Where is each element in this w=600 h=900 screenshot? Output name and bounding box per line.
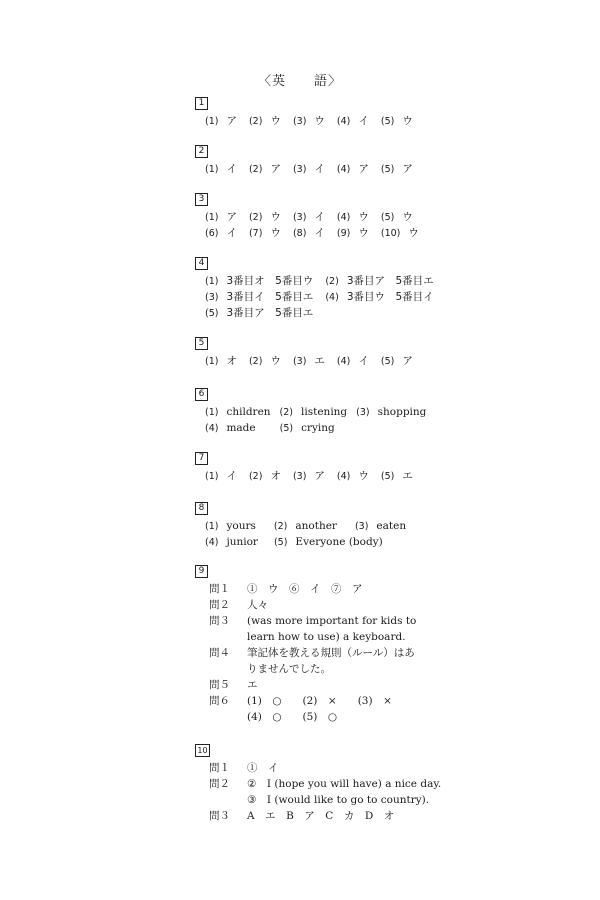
item-label: (2): [325, 276, 339, 287]
item-label: (2): [248, 164, 263, 175]
answer: 3番目ア 5番目エ: [226, 307, 314, 319]
item-label: (3): [356, 407, 370, 418]
question-answer: 人々: [247, 599, 268, 611]
item-label: (5): [273, 537, 288, 548]
item-label: (6): [205, 228, 219, 239]
question-answer-line: (was more important for kids to: [247, 615, 417, 627]
question-answer-line: (4) ○ (5) ○: [247, 711, 338, 723]
answer: ウ: [270, 355, 281, 367]
item-label: (5): [380, 356, 395, 367]
item-label: (1): [205, 521, 219, 532]
question-label: 問３: [209, 810, 230, 822]
item-label: (2): [248, 471, 263, 482]
item-label: (4): [205, 537, 219, 548]
section-number: 10: [195, 744, 210, 757]
item-label: (3): [292, 356, 307, 367]
item-label: (5): [380, 164, 395, 175]
question-label: 問１: [209, 762, 230, 774]
item-label: (3): [292, 164, 307, 175]
answer: ア: [402, 355, 413, 367]
section-2: [195, 138, 425, 177]
item-label: (2): [273, 521, 288, 532]
answer: エ: [314, 355, 325, 367]
item-label: (4): [336, 356, 351, 367]
item-label: (1): [205, 407, 219, 418]
question-answer-line: learn how to use) a keyboard.: [247, 631, 406, 643]
answer: ウ: [358, 211, 369, 223]
question-answer: ① イ: [247, 762, 279, 774]
item-label: (4): [336, 164, 351, 175]
item-label: (3): [354, 521, 369, 532]
answer: ウ: [358, 227, 369, 239]
section-number: 7: [195, 452, 208, 465]
section-9: [195, 558, 457, 725]
question-label: 問６: [209, 695, 230, 707]
item-label: (3): [292, 116, 307, 127]
answer-row: [195, 209, 431, 225]
answer: ウ: [314, 115, 325, 127]
section-3: [195, 186, 431, 241]
answer: 3番目ア 5番目エ: [346, 275, 434, 287]
question-label: 問４: [209, 647, 230, 659]
item-label: (1): [205, 164, 219, 175]
answer: ウ: [270, 211, 281, 223]
item-label: (3): [292, 212, 307, 223]
item-label: (1): [205, 471, 219, 482]
question-answer: ① ウ ⑥ イ ⑦ ア: [247, 583, 363, 595]
section-number: 6: [195, 388, 208, 401]
section-number: 1: [195, 97, 208, 110]
answer-row: [195, 468, 425, 484]
answer: crying: [301, 422, 335, 434]
answer: Everyone (body): [295, 536, 383, 548]
answer: イ: [226, 470, 237, 482]
question-answer-line: りませんでした。: [247, 663, 331, 675]
page-title: 〈英 語〉: [257, 74, 342, 89]
answer-row: [195, 518, 415, 534]
answer: ア: [358, 163, 369, 175]
question-2: [209, 597, 457, 613]
answer: ア: [314, 470, 325, 482]
item-label: (4): [336, 212, 351, 223]
section-number: 3: [195, 193, 208, 206]
item-label: (5): [380, 212, 395, 223]
answer: 3番目イ 5番目エ: [226, 291, 314, 303]
answer: children: [226, 406, 271, 418]
item-label: (3): [292, 471, 307, 482]
item-label: (2): [248, 212, 263, 223]
answer: another: [295, 520, 337, 532]
answer: イ: [314, 163, 325, 175]
answer: listening: [301, 406, 348, 418]
answer: イ: [314, 211, 325, 223]
answer: ウ: [270, 227, 281, 239]
section-4: [195, 250, 446, 321]
answer: ア: [226, 211, 237, 223]
answer: ウ: [402, 211, 413, 223]
section-5: [195, 330, 425, 369]
question-label: 問３: [209, 615, 230, 627]
answer: エ: [402, 470, 413, 482]
question-label: 問５: [209, 679, 230, 691]
answer: yours: [226, 520, 256, 532]
answer: 3番目オ 5番目ウ: [226, 275, 314, 287]
answer: shopping: [377, 406, 427, 418]
section-1: [195, 90, 425, 129]
question-answer-line: 筆記体を教える規則（ルール）はあ: [247, 647, 415, 659]
item-label: (9): [336, 228, 351, 239]
item-label: (5): [279, 423, 294, 434]
question-answer: A エ B ア C カ D オ: [247, 810, 395, 822]
item-label: (4): [336, 116, 351, 127]
question-6: [209, 693, 457, 725]
section-10: [195, 738, 457, 824]
item-label: (4): [336, 471, 351, 482]
item-label: (5): [380, 116, 395, 127]
question-label: 問２: [209, 599, 230, 611]
question-5: [209, 677, 457, 693]
answer: ウ: [358, 470, 369, 482]
answer: ア: [270, 163, 281, 175]
section-6: [195, 381, 435, 436]
answer: junior: [226, 536, 258, 548]
answer: ウ: [270, 115, 281, 127]
answer: イ: [358, 115, 369, 127]
section-number: 9: [195, 565, 208, 578]
question-answer-line: ② I (hope you will have) a nice day.: [247, 778, 442, 790]
question-1: [209, 581, 457, 597]
answer: ア: [402, 163, 413, 175]
answer-row: [195, 305, 446, 321]
answer: イ: [226, 227, 237, 239]
item-label: (5): [380, 471, 395, 482]
section-number: 2: [195, 145, 208, 158]
answer: eaten: [376, 520, 407, 532]
answer: ウ: [402, 115, 413, 127]
question-1: [209, 760, 457, 776]
item-label: (1): [205, 356, 219, 367]
answer: イ: [314, 227, 325, 239]
question-answer: エ: [247, 679, 258, 691]
item-label: (2): [248, 116, 263, 127]
item-label: (2): [279, 407, 294, 418]
section-7: [195, 445, 425, 484]
item-label: (4): [325, 292, 339, 303]
item-label: (1): [205, 116, 219, 127]
answer: ウ: [408, 227, 419, 239]
question-2: [209, 776, 457, 808]
section-8: [195, 495, 415, 550]
question-label: 問２: [209, 778, 230, 790]
item-label: (1): [205, 276, 219, 287]
answer: イ: [358, 355, 369, 367]
answer: オ: [226, 355, 237, 367]
question-answer-line: (1) ○ (2) × (3) ×: [247, 695, 392, 707]
answer-row: [195, 353, 425, 369]
section-number: 5: [195, 337, 208, 350]
answer-row: [195, 404, 435, 420]
section-number: 4: [195, 257, 208, 270]
answer-row: [195, 273, 446, 289]
item-label: (4): [205, 423, 219, 434]
answer-row: [195, 225, 431, 241]
question-3: [209, 613, 457, 645]
answer: オ: [270, 470, 281, 482]
answer: イ: [226, 163, 237, 175]
item-label: (7): [248, 228, 263, 239]
item-label: (8): [292, 228, 307, 239]
answer-row: [195, 289, 446, 305]
question-3: [209, 808, 457, 824]
section-number: 8: [195, 502, 208, 515]
item-label: (5): [205, 308, 219, 319]
item-label: (10): [380, 228, 401, 239]
answer: 3番目ウ 5番目イ: [346, 291, 434, 303]
question-answer-line: ③ I (would like to go to country).: [247, 794, 430, 806]
answer: ア: [226, 115, 237, 127]
answer-row: [195, 161, 425, 177]
question-4: [209, 645, 457, 677]
answer-row: [195, 113, 425, 129]
question-label: 問１: [209, 583, 230, 595]
item-label: (2): [248, 356, 263, 367]
answer: made: [226, 422, 256, 434]
answer-row: [195, 420, 435, 436]
item-label: (1): [205, 212, 219, 223]
item-label: (3): [205, 292, 219, 303]
answer-row: [195, 534, 415, 550]
